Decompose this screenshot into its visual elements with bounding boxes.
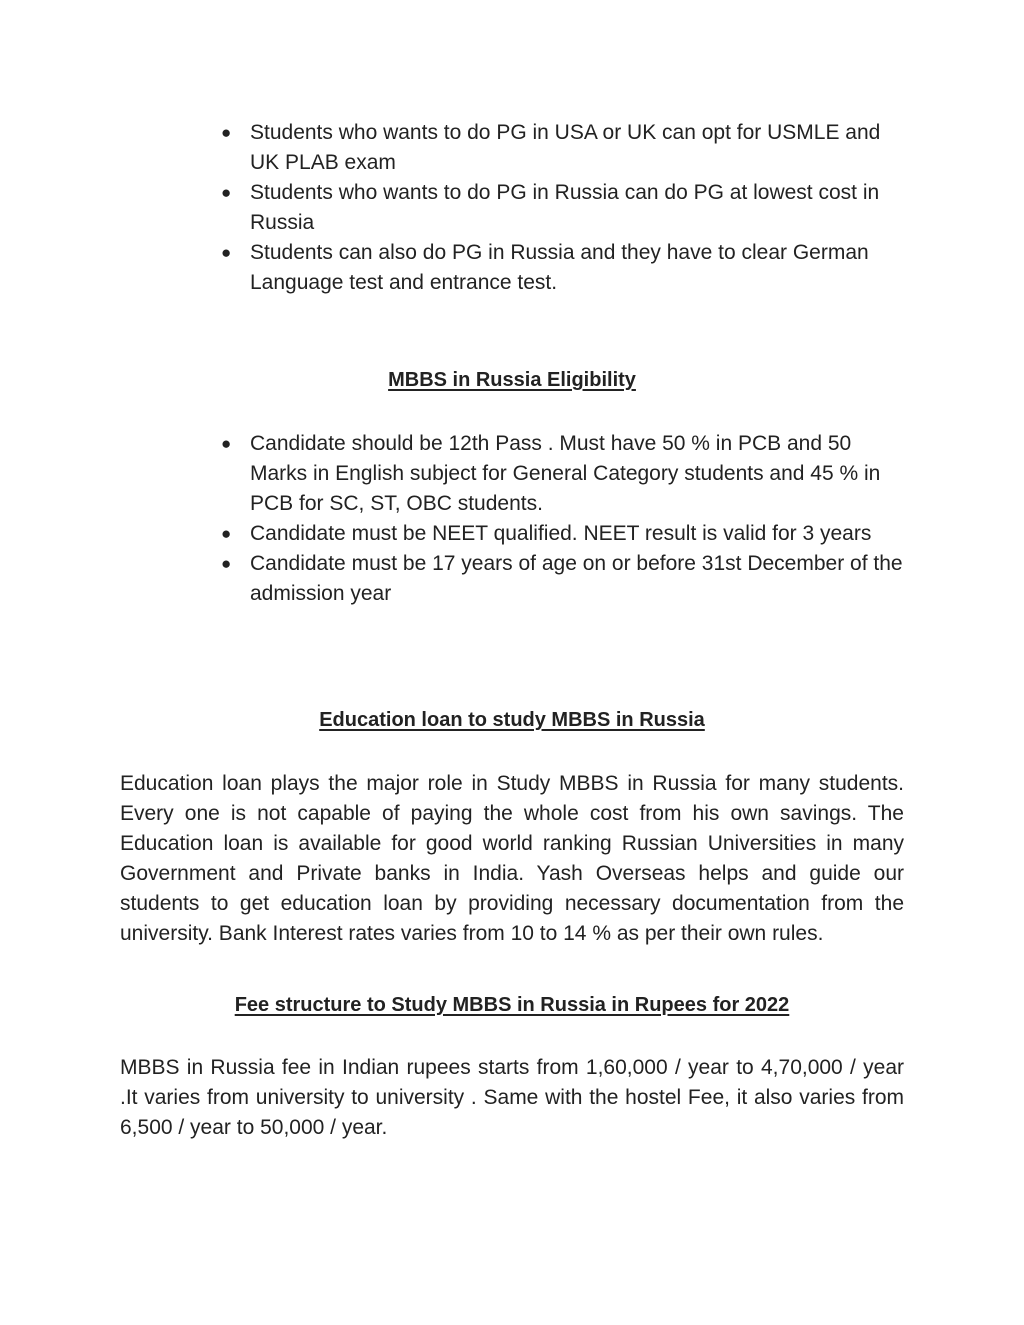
bullet-icon: ● [221,243,232,262]
education-loan-paragraph: Education loan plays the major role in Study MBBS in Russia for many students. Every one is not capable of paying the whole cost from his own savings. The Education loan is available for good world ranking Russian Universities in many Government and Private banks in India. Yash Overseas helps and guide our students to get education loan by providing necessary documentation from the university. Bank Interest rates varies from 10 to 14 % as per their own rules. [120,772,904,945]
eligibility-list [221,429,911,609]
list-item [221,549,911,609]
list-item [221,429,911,519]
list-item-text: Candidate should be 12th Pass . Must have 50 % in PCB and 50 Marks in English subject for General Category students and 45 % in PCB for SC, ST, OBC students. [250,432,881,515]
list-item-text: Candidate must be 17 years of age on or before 31st December of the admission year [250,552,903,605]
bullet-icon: ● [221,183,232,202]
education-loan-heading: Education loan to study MBBS in Russia [319,709,705,731]
bullet-icon: ● [221,554,232,573]
bullet-icon: ● [221,434,232,453]
bullet-icon: ● [221,123,232,142]
list-item [221,238,911,298]
fee-structure-heading: Fee structure to Study MBBS in Russia in Rupees for 2022 [234,994,790,1016]
list-item-text: Students who wants to do PG in USA or UK can opt for USMLE and UK PLAB exam [250,121,881,174]
list-item [221,178,911,238]
list-item-text: Candidate must be NEET qualified. NEET result is valid for 3 years [250,522,872,545]
pg-options-list [221,118,911,298]
list-item-text: Students can also do PG in Russia and they have to clear German Language test and entrance test. [250,241,869,294]
eligibility-heading: MBBS in Russia Eligibility [388,369,636,391]
fee-structure-paragraph: MBBS in Russia fee in Indian rupees starts from 1,60,000 / year to 4,70,000 / year .It varies from university to university . Same with the hostel Fee, it also varies from 6,500 / year to 50,000 / year. [120,1056,904,1139]
list-item [221,118,911,178]
bullet-icon: ● [221,524,232,543]
list-item-text: Students who wants to do PG in Russia can do PG at lowest cost in Russia [250,181,880,234]
list-item [221,519,911,549]
